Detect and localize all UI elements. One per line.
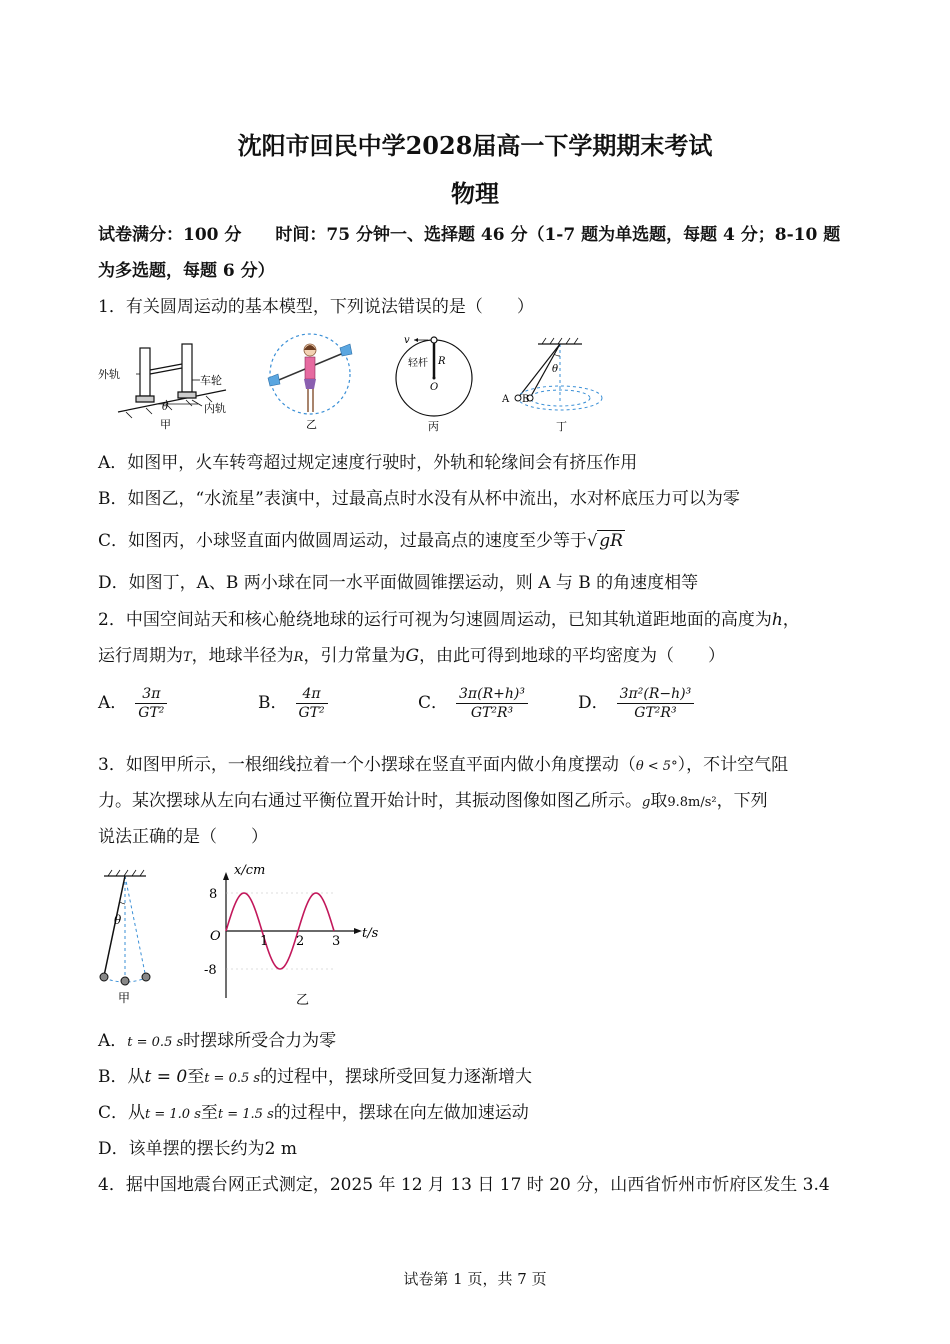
q1-figure-jia [96, 340, 236, 432]
option-text: 至 [187, 1067, 205, 1087]
x-axis-label: t/s [362, 926, 379, 941]
option-label: C． [418, 693, 449, 713]
option-label: D． [578, 693, 609, 713]
fraction-denominator: GT² [138, 705, 165, 721]
q2-option-a [98, 686, 167, 721]
x-tick-label: 2 [296, 934, 305, 949]
math-inline: t = 0.5 s [204, 1071, 261, 1086]
math-inline: 2 m [264, 1139, 297, 1159]
q1-option-c-text: C．如图丙，小球竖直面内做圆周运动，过最高点的速度至少等于 [98, 531, 588, 551]
q2-option-c [418, 686, 528, 721]
theta-label: θ [114, 913, 122, 927]
option-label: B．从 [98, 1067, 145, 1087]
q1-option-a: A．如图甲，火车转弯超过规定速度行驶时，外轨和轮缘间会有挤压作用 [98, 453, 638, 473]
q3-text: 取 [650, 791, 668, 811]
subject-title: 物理 [451, 179, 499, 208]
q1-figure-ding [494, 336, 624, 434]
figure-jia-caption: 甲 [160, 418, 171, 431]
fraction-numerator: 4π [296, 686, 328, 704]
figure-ding-caption: 丁 [556, 420, 567, 433]
q2-text: ，地球半径为 [191, 646, 294, 666]
velocity-label: v [404, 335, 410, 346]
x-axis-arrow [354, 928, 362, 934]
q3-option-d [98, 1134, 297, 1159]
q3-figure-jia [96, 866, 160, 1008]
y-tick-label: -8 [204, 963, 217, 978]
var-r: R [293, 650, 304, 665]
option-label: B． [258, 693, 288, 713]
option-label: C．从 [98, 1103, 146, 1123]
fraction-denominator: GT²R³ [634, 705, 677, 721]
q2-option-b [258, 686, 328, 721]
q2-text: 运行周期为 [98, 646, 183, 666]
ball-a-label: A [502, 394, 510, 405]
page-footer: 试卷第 1 页，共 7 页 [403, 1270, 547, 1288]
q2-option-d [578, 686, 694, 721]
x-tick-label: 1 [260, 934, 269, 949]
figure-bing-caption: 丙 [428, 420, 439, 433]
q2-stem-line-1 [98, 605, 800, 630]
light-rod-label: 轻杆 [408, 358, 428, 369]
exam-title: 沈阳市回民中学2028届高一下学期期末考试 [237, 131, 713, 160]
q4-stem-line-1: 4．据中国地震台网正式测定，2025 年 12 月 13 日 17 时 20 分，山西省忻州市忻府区发生 3.4 [98, 1175, 830, 1195]
fraction-numerator: 3π²(R−h)³ [617, 686, 695, 704]
x-tick-label: 3 [332, 934, 341, 949]
g-value: 9.8m/s² [667, 795, 717, 810]
q2-text: 2．中国空间站天和核心舱绕地球的运行可视为匀速圆周运动，已知其轨道距地面的高度为 [98, 610, 772, 630]
wheel-label: 车轮 [200, 374, 222, 387]
option-label: D．该单摆的摆长约为 [98, 1139, 265, 1159]
q1-option-b: B．如图乙，“水流星”表演中，过最高点时水没有从杯中流出，水对杯底压力可以为零 [98, 489, 740, 509]
outer-rail-label: 外轨 [98, 368, 120, 381]
inner-rail-label: 内轨 [204, 402, 226, 415]
fraction-denominator: GT²R³ [470, 705, 514, 721]
y-axis-arrow [223, 872, 229, 880]
q1-figure-bing [392, 332, 476, 434]
q2-text: ，由此可得到地球的平均密度为（ ） [419, 646, 726, 666]
radius-label: R [438, 356, 446, 367]
q2-stem-line-2 [98, 641, 725, 666]
origin-label: O [210, 929, 221, 944]
var-h: h [771, 610, 783, 630]
q3-stem-line-3: 说法正确的是（ ） [98, 827, 268, 847]
exam-info-line-1: 试卷满分：100 分 时间：75 分钟一、选择题 46 分（1-7 题为单选题，每题 4 分；8-10 题 [98, 225, 841, 245]
q1-option-d: D．如图丁，A、B 两小球在同一水平面做圆锥摆运动，则 A 与 B 的角速度相等 [98, 573, 699, 593]
exam-info-line-2: 为多选题，每题 6 分） [98, 261, 275, 281]
y-tick-label: 8 [209, 887, 218, 902]
fraction-numerator: 3π [135, 686, 167, 704]
math-inline: t = 0.5 s [127, 1035, 184, 1050]
theta-label: θ [552, 364, 559, 375]
y-axis-label: x/cm [234, 863, 266, 878]
q3-text: ，下列 [716, 791, 768, 811]
math-inline: t = 1.5 s [217, 1107, 274, 1122]
q1-stem: 1．有关圆周运动的基本模型，下列说法错误的是（ ） [98, 297, 534, 317]
center-label: O [430, 382, 439, 393]
figure-yi-caption: 乙 [296, 993, 310, 1008]
q3-option-c [98, 1098, 529, 1123]
q2-text: ， [782, 610, 800, 630]
q2-text: ，引力常量为 [303, 646, 406, 666]
figure-jia-caption: 甲 [118, 991, 131, 1005]
option-text: 时摆球所受合力为零 [183, 1031, 337, 1051]
fraction-numerator: 3π(R+h)³ [456, 686, 528, 704]
option-label: A． [98, 693, 128, 713]
option-text: 的过程中，摆球所受回复力逐渐增大 [260, 1067, 533, 1087]
var-t: T [183, 650, 192, 665]
option-text: 的过程中，摆球在向左做加速运动 [273, 1103, 529, 1123]
q3-stem-line-1 [98, 750, 788, 775]
theta-condition: θ < 5° [635, 759, 678, 774]
theta-label: θ [162, 402, 169, 413]
option-label: A． [98, 1031, 128, 1051]
var-g: g [642, 795, 651, 810]
q3-option-b [98, 1062, 532, 1087]
math-inline: t = 0 [144, 1067, 188, 1087]
q1-figure-yi [262, 328, 358, 434]
q3-text: ），不计空气阻 [677, 755, 789, 775]
fraction-denominator: GT² [298, 705, 325, 721]
option-text: 至 [200, 1103, 218, 1123]
q1-option-c: C．如图丙，小球竖直面内做圆周运动，过最高点的速度至少等于√ gR [98, 531, 623, 551]
q3-stem-line-2 [98, 786, 768, 811]
q3-option-a [98, 1026, 336, 1051]
q3-text: 力。某次摆球从左向右通过平衡位置开始计时，其振动图像如图乙所示。 [98, 791, 642, 811]
q3-text: 3．如图甲所示，一根细线拉着一个小摆球在竖直平面内做小角度摆动（ [98, 755, 636, 775]
q3-figure-yi-chart [200, 858, 390, 1010]
math-inline: t = 1.0 s [145, 1107, 201, 1122]
figure-yi-caption: 乙 [306, 418, 317, 431]
sqrt-gr: gR [599, 531, 623, 551]
var-g: G [405, 646, 420, 666]
ball-b-label: B [522, 394, 530, 405]
